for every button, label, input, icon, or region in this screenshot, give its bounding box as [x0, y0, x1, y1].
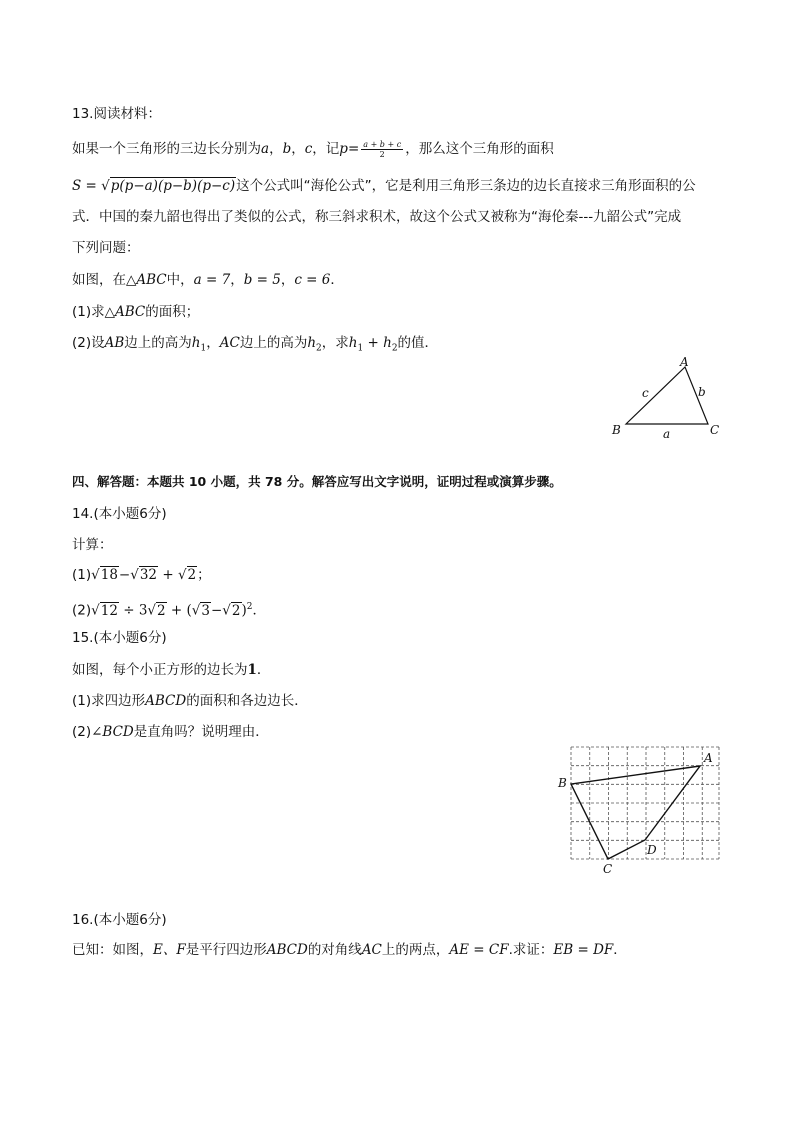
q13-part2-a: (2)设	[72, 335, 105, 351]
section-heading-text: 四、解答题：本题共 10 小题，共 78 分。解答应写出文字说明，证明过程或演算步骤。	[72, 474, 562, 489]
grid-lines	[571, 747, 719, 859]
minus: −	[118, 567, 131, 583]
q15-title-text: 15.(本小题6分)	[72, 630, 167, 646]
plus: +	[363, 335, 384, 351]
q15-line1-a: 如图，每个小正方形的边长为	[72, 662, 248, 678]
q13-part2-e: 的值．	[397, 335, 439, 351]
quad-abcd: ABCD	[145, 693, 187, 709]
h1: h	[191, 335, 201, 351]
q15-part1-a: (1)求四边形	[72, 693, 146, 709]
frac-denominator: 2	[379, 149, 385, 159]
q13-part2-b: 边上的高为	[124, 335, 192, 351]
heron-radicand: p(p−a)(p−b)(p−c)	[110, 178, 236, 194]
period: ．	[330, 272, 344, 288]
a-value: a = 7	[193, 272, 231, 288]
q16-line-e: .求证：	[508, 942, 554, 958]
b-value: b = 5	[243, 272, 281, 288]
q13-part2-d: ，求	[321, 335, 349, 351]
radical-icon: √	[101, 178, 110, 194]
q14-intro	[72, 535, 113, 555]
q16-title-text: 16.(本小题6分)	[72, 912, 167, 928]
q13-line2: S = √p(p−a)(p−b)(p−c)这个公式叫“海伦公式”，它是利用三角形三条边的边长直接求三角形面积的公	[72, 178, 696, 194]
condition-ae-cf: AE = CF	[449, 942, 509, 958]
comma: ，	[206, 335, 220, 351]
vertex-c-label: C	[710, 423, 720, 437]
q16-line	[72, 940, 627, 960]
q15-title	[72, 628, 167, 648]
period: ．	[252, 602, 267, 619]
q13-part1-b: 的面积；	[145, 304, 200, 320]
q16-line-a: 已知：如图，	[72, 942, 153, 958]
side-c-label: c	[642, 386, 649, 400]
comma: ，	[312, 141, 326, 157]
q13-line1	[72, 139, 554, 159]
q13-line3-text: 式．中国的秦九韶也得出了类似的公式，称三斜求积术，故这个公式又被称为“海伦秦---九韶公式”完成	[72, 209, 682, 225]
comma: ，	[230, 272, 244, 288]
q13-part2-c: 边上的高为	[239, 335, 308, 351]
q13-title-text: 13.阅读材料：	[72, 106, 161, 122]
triangle-figure	[600, 352, 730, 444]
side-b-label: b	[698, 385, 706, 399]
q13-title	[72, 104, 161, 124]
h1-subscript: 1	[200, 343, 207, 354]
q13-line3	[72, 207, 681, 227]
fraction	[361, 140, 403, 159]
close-paren: )	[241, 602, 247, 619]
quadrilateral-abcd	[571, 766, 700, 859]
q13-line4	[72, 238, 140, 258]
var-b: b	[282, 141, 292, 157]
h2-subscript: 2	[391, 343, 398, 354]
q16-title	[72, 910, 167, 930]
divide-3: ÷ 3	[118, 602, 148, 619]
q13-line2-text: 这个公式叫“海伦公式”，它是利用三角形三条边的边长直接求三角形面积的公	[236, 178, 696, 194]
period: ．	[613, 942, 627, 958]
comma: ，	[269, 141, 283, 157]
vertex-d-label: D	[647, 843, 657, 857]
q15-part1	[72, 691, 308, 711]
comma: ，	[280, 272, 295, 288]
var-p: p	[339, 141, 348, 157]
q14-part1: (1)√18−√32 + √2；	[72, 567, 211, 583]
var-a: a	[261, 141, 270, 157]
q13-part1-a: (1)求	[72, 304, 105, 320]
parallelogram-abcd: ABCD	[266, 942, 308, 958]
q14-p1-label: (1)	[72, 567, 92, 583]
h2: h	[307, 335, 317, 351]
vertex-c-label: C	[603, 862, 613, 876]
triangle-abc: △ABC	[126, 272, 167, 288]
diagonal-ac: AC	[361, 942, 382, 958]
sqrt-2: 2	[157, 602, 166, 619]
vertex-a-label: A	[704, 751, 713, 765]
vertex-b-label: B	[612, 423, 621, 437]
q15-part2-a: (2)	[72, 724, 92, 740]
sqrt-3: 3	[201, 602, 210, 619]
section-heading	[72, 472, 562, 492]
points-e-f: E、F	[153, 942, 186, 958]
triangle-abc: △ABC	[104, 304, 146, 320]
q16-line-c: 的对角线	[307, 942, 362, 958]
q14-intro-text: 计算：	[72, 537, 113, 553]
comma: ，	[291, 141, 305, 157]
vertex-a-label: A	[680, 355, 689, 369]
sqrt-2: 2	[231, 602, 241, 619]
q14-title-text: 14.(本小题6分)	[72, 506, 167, 522]
q13-line1-b: 记	[325, 141, 340, 157]
vertex-b-label: B	[558, 776, 567, 790]
q14-part2: $(2)√12 \div 3√2 + (√3-√2)^2$．	[72, 602, 267, 619]
q14-p2-label: (2)	[72, 602, 92, 619]
semicolon: ；	[197, 567, 211, 583]
triangle-shape	[626, 367, 708, 424]
q15-part2-b: 是直角吗？说明理由．	[133, 724, 269, 740]
q13-part2	[72, 333, 438, 359]
minus: −	[210, 602, 223, 619]
q16-line-d: 上的两点，	[381, 942, 450, 958]
q13-line5-a: 如图，在	[72, 272, 126, 288]
var-c: c	[304, 141, 313, 157]
q16-line-b: 是平行四边形	[185, 942, 267, 958]
q13-part1	[72, 302, 199, 322]
frac-numerator: a + b + c	[363, 139, 402, 149]
angle-bcd: ∠BCD	[91, 724, 134, 740]
q13-line5	[72, 270, 344, 290]
h1-subscript: 1	[357, 343, 364, 354]
side-a-label: a	[663, 427, 671, 441]
h1-again: h	[348, 335, 358, 351]
q15-line1	[72, 660, 270, 680]
q14-title	[72, 504, 167, 524]
period: ．	[256, 662, 271, 678]
var-S: S	[72, 178, 82, 194]
h2-again: h	[383, 335, 392, 351]
goal-eb-df: EB = DF	[553, 942, 614, 958]
equals: =	[347, 141, 360, 157]
plus-open: + (	[166, 602, 192, 619]
unit-length: 1	[247, 662, 257, 678]
segment-ac: AC	[219, 335, 240, 351]
q15-part2	[72, 722, 269, 742]
sqrt-2: 2	[187, 567, 197, 583]
q15-part1-b: 的面积和各边边长．	[186, 693, 308, 709]
segment-ab: AB	[104, 335, 125, 351]
q13-line4-text: 下列问题：	[72, 240, 140, 256]
sqrt-12: 12	[100, 602, 118, 619]
q13-line1-c: ，那么这个三角形的面积	[405, 141, 554, 157]
plus: +	[158, 567, 178, 583]
sqrt-18: 18	[100, 567, 118, 583]
q13-line5-b: 中，	[166, 272, 194, 288]
sqrt-32: 32	[139, 567, 158, 583]
h2-subscript: 2	[316, 343, 322, 354]
square-exponent: 2	[246, 602, 253, 612]
grid-figure	[552, 740, 732, 880]
q13-line1-a: 如果一个三角形的三边长分别为	[72, 141, 261, 157]
c-value: c = 6	[294, 272, 331, 288]
